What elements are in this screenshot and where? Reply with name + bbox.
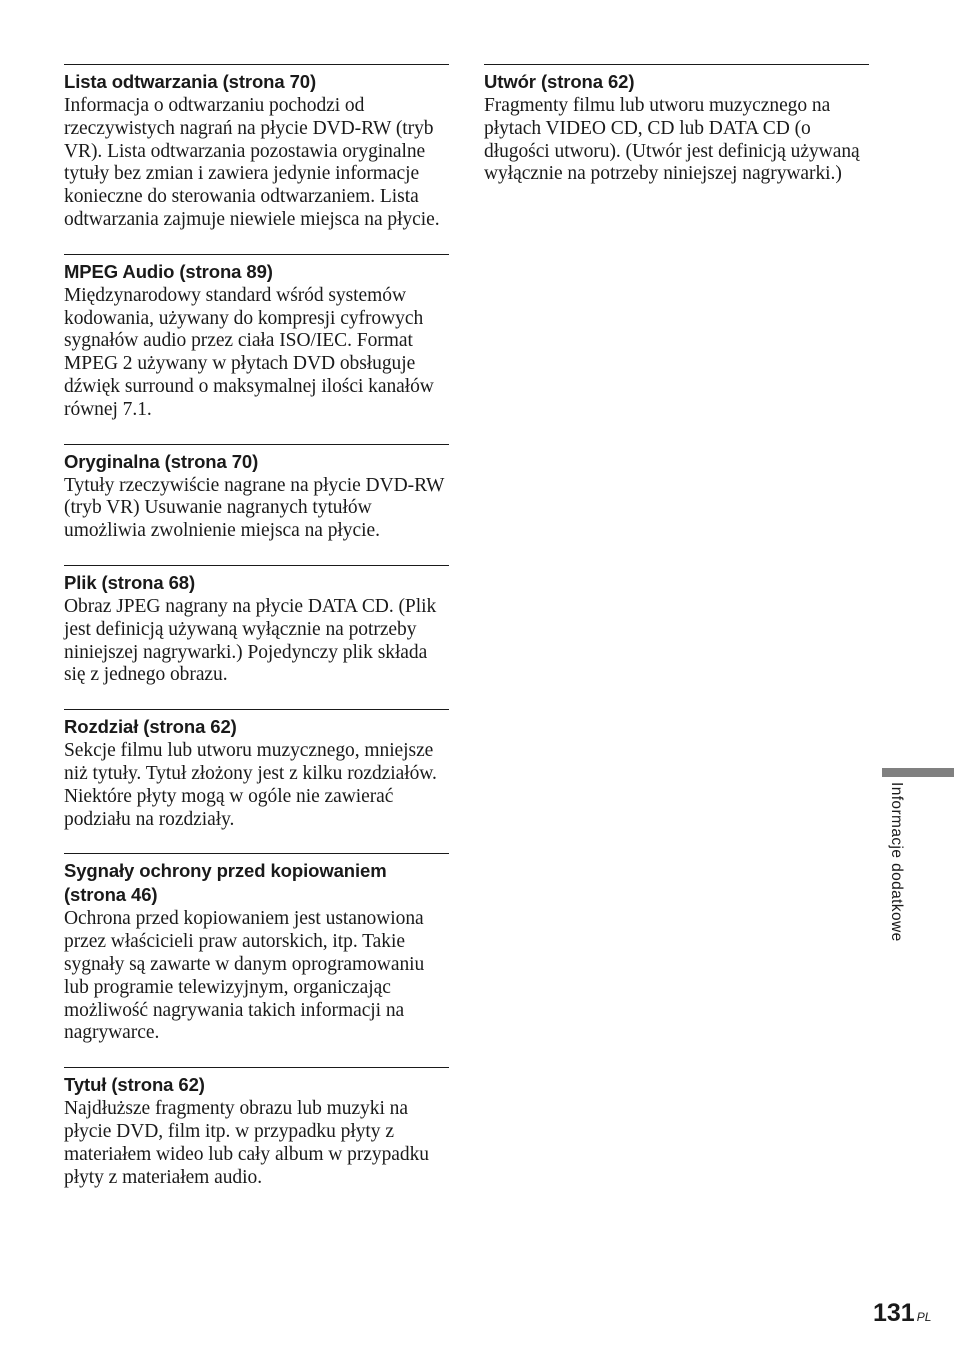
- entry-heading: MPEG Audio (strona 89): [64, 260, 273, 282]
- glossary-entry-sygnaly-ochrony: [64, 853, 449, 1045]
- entry-heading: Lista odtwarzania (strona 70): [64, 71, 317, 92]
- entry-heading: Sygnały ochrony przed kopiowaniem (strona 46): [64, 860, 387, 906]
- page-number: [873, 1298, 931, 1328]
- glossary-entry-rozdzial: [64, 709, 449, 831]
- entry-heading: Utwór (strona 62): [484, 71, 635, 92]
- entry-text: Tytuły rzeczywiście nagrane na płycie DVD-RW (tryb VR) Usuwanie nagranych tytułów umożliwia zwolnienie miejsca na płycie.: [64, 474, 444, 542]
- section-tab-label: Informacje dodatkowe: [888, 782, 905, 942]
- entry-text: Obraz JPEG nagrany na płycie DATA CD. (Plik jest definicją używaną wyłącznie na potrzeby niniejszej nagrywarki.) Pojedynczy plik składa się z jednego obrazu.: [64, 595, 437, 686]
- glossary-entry-utwor: [484, 64, 869, 186]
- entry-text: Ochrona przed kopiowaniem jest ustanowiona przez właścicieli praw autorskich, itp. Takie sygnały są zawarte w danym oprogramowaniu lub programie telewizyjnym, organiczając możliwość nagrywania takich informacji na nagrywarce.: [64, 908, 425, 1044]
- glossary-entry-tytul: [64, 1067, 449, 1189]
- entry-text: Międzynarodowy standard wśród systemów kodowania, używany do kompresji cyfrowych sygnałów audio przez ciała ISO/IEC. Format MPEG 2 używany w płytach DVD obsługuje dźwięk surround o maksymalnej ilości kanałów równej 7.1.: [64, 284, 434, 420]
- entry-heading: Tytuł (strona 62): [64, 1074, 205, 1096]
- section-tab-bar: [882, 768, 954, 777]
- entry-text: Najdłuższe fragmenty obrazu lub muzyki na płycie DVD, film itp. w przypadku płyty z materiałem wideo lub cały album w przypadku płyty z materiałem audio.: [64, 1098, 429, 1188]
- glossary-entry-plik: [64, 565, 449, 687]
- entry-heading: Plik (strona 68): [64, 571, 196, 593]
- entry-text: Fragmenty filmu lub utworu muzycznego na płytach VIDEO CD, CD lub DATA CD (o długości utworu). (Utwór jest definicją używaną wyłącznie na potrzeby niniejszej nagrywarki.): [484, 95, 860, 185]
- glossary-entry-oryginalna: [64, 444, 449, 543]
- entry-text: Informacja o odtwarzaniu pochodzi od rzeczywistych nagrań na płycie DVD-RW (tryb VR). Lista odtwarzania pozostawia oryginalne tytuły bez zmian i zawiera jedynie informacje konieczne do sterowania odtwarzaniem. Lista odtwarzania zajmuje niewiele miejsca na płycie.: [64, 95, 440, 230]
- glossary-entry-mpeg-audio: [64, 254, 449, 422]
- entry-text: Sekcje filmu lub utworu muzycznego, mniejsze niż tytuły. Tytuł złożony jest z kilku rozdziałów. Niektóre płyty mogą w ogóle nie zawierać podziału na rozdziały.: [64, 740, 437, 830]
- glossary-entry-lista-odtwarzania: [64, 64, 449, 232]
- right-column: [484, 64, 869, 208]
- entry-heading: Oryginalna (strona 70): [64, 450, 259, 472]
- left-column: [64, 64, 449, 1211]
- entry-heading: Rozdział (strona 62): [64, 716, 237, 738]
- page-number-value: 131: [873, 1299, 915, 1327]
- page-language-suffix: PL: [916, 1310, 932, 1324]
